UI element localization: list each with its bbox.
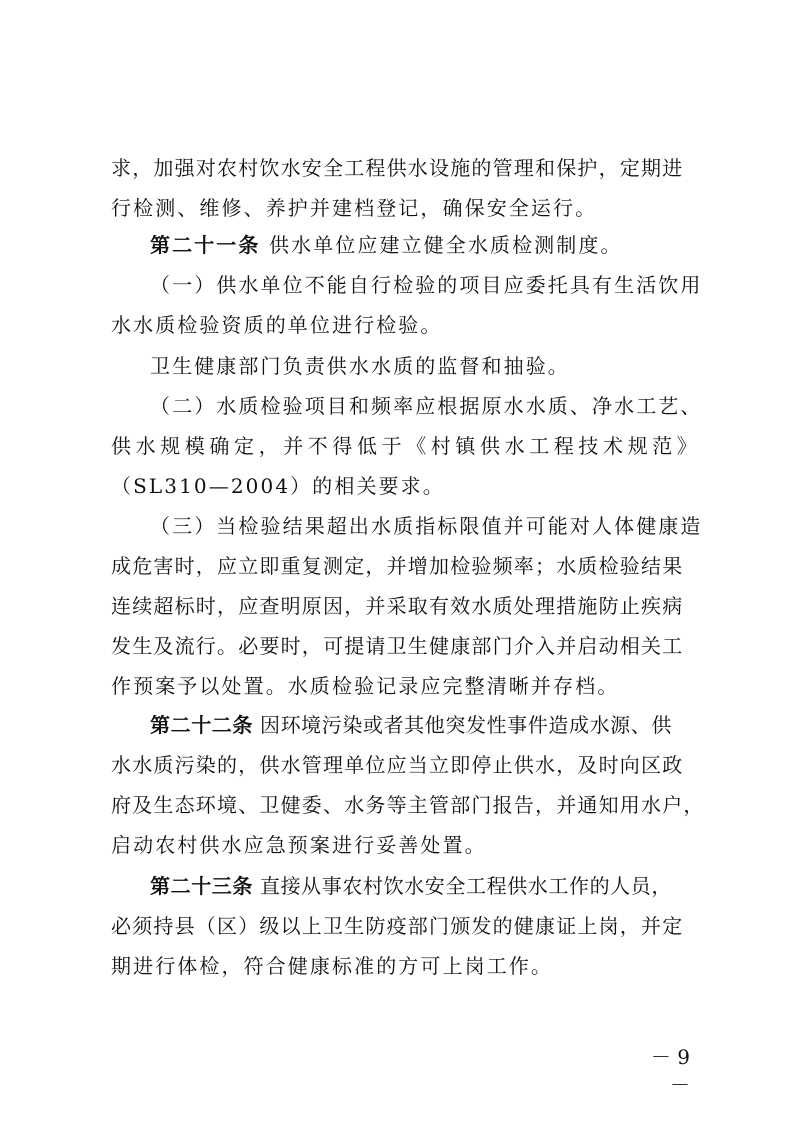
- text-line: （SL310—2004）的相关要求。: [111, 474, 445, 498]
- text-line: 连续超标时，应查明原因，并采取有效水质处理措施防止疾病: [111, 594, 684, 618]
- article-21-title: 第二十一条: [150, 233, 261, 257]
- text-line: （一）供水单位不能自行检验的项目应委托具有生活饮用: [150, 273, 703, 297]
- article-22-text: 因环境污染或者其他突发性事件造成水源、供: [259, 713, 672, 737]
- article-21-text: 供水单位应建立健全水质检测制度。: [268, 233, 623, 257]
- text-line: 作预案予以处置。水质检验记录应完整清晰并存档。: [111, 674, 620, 698]
- text-line: 期进行体检，符合健康标准的方可上岗工作。: [111, 954, 553, 978]
- article-22-title: 第二十二条: [150, 713, 253, 737]
- article-23-text: 直接从事农村饮水安全工程供水工作的人员，: [259, 874, 672, 898]
- article-22: [150, 705, 691, 745]
- article-23: [150, 866, 691, 906]
- article-23-title: 第二十三条: [150, 874, 253, 898]
- page-number: － 9 －: [650, 1045, 690, 1097]
- text-line: 启动农村供水应急预案进行妥善处置。: [111, 833, 487, 857]
- text-line: 必须持县（区）级以上卫生防疫部门颁发的健康证上岗，并定: [111, 914, 684, 938]
- text-line: 求，加强对农村饮水安全工程供水设施的管理和保护，定期进: [111, 156, 684, 180]
- text-line: 卫生健康部门负责供水水质的监督和抽验。: [150, 354, 570, 378]
- text-line: 行检测、维修、养护并建档登记，确保安全运行。: [111, 196, 598, 220]
- text-line: （三）当检验结果超出水质指标限值并可能对人体健康造: [150, 514, 703, 538]
- text-line: 水水质污染的，供水管理单位应当立即停止供水，及时向区政: [111, 753, 684, 777]
- text-line: 供水规模确定，并不得低于《村镇供水工程技术规范》: [111, 434, 702, 458]
- article-21: [150, 225, 691, 265]
- text-line: 发生及流行。必要时，可提请卫生健康部门介入并启动相关工: [111, 634, 684, 658]
- text-line: （二）水质检验项目和频率应根据原水水质、净水工艺、: [150, 394, 703, 418]
- text-line: 水水质检验资质的单位进行检验。: [111, 313, 443, 337]
- text-line: 府及生态环境、卫健委、水务等主管部门报告，并通知用水户，: [111, 793, 705, 817]
- text-line: 成危害时，应立即重复测定，并增加检验频率；水质检验结果: [111, 554, 684, 578]
